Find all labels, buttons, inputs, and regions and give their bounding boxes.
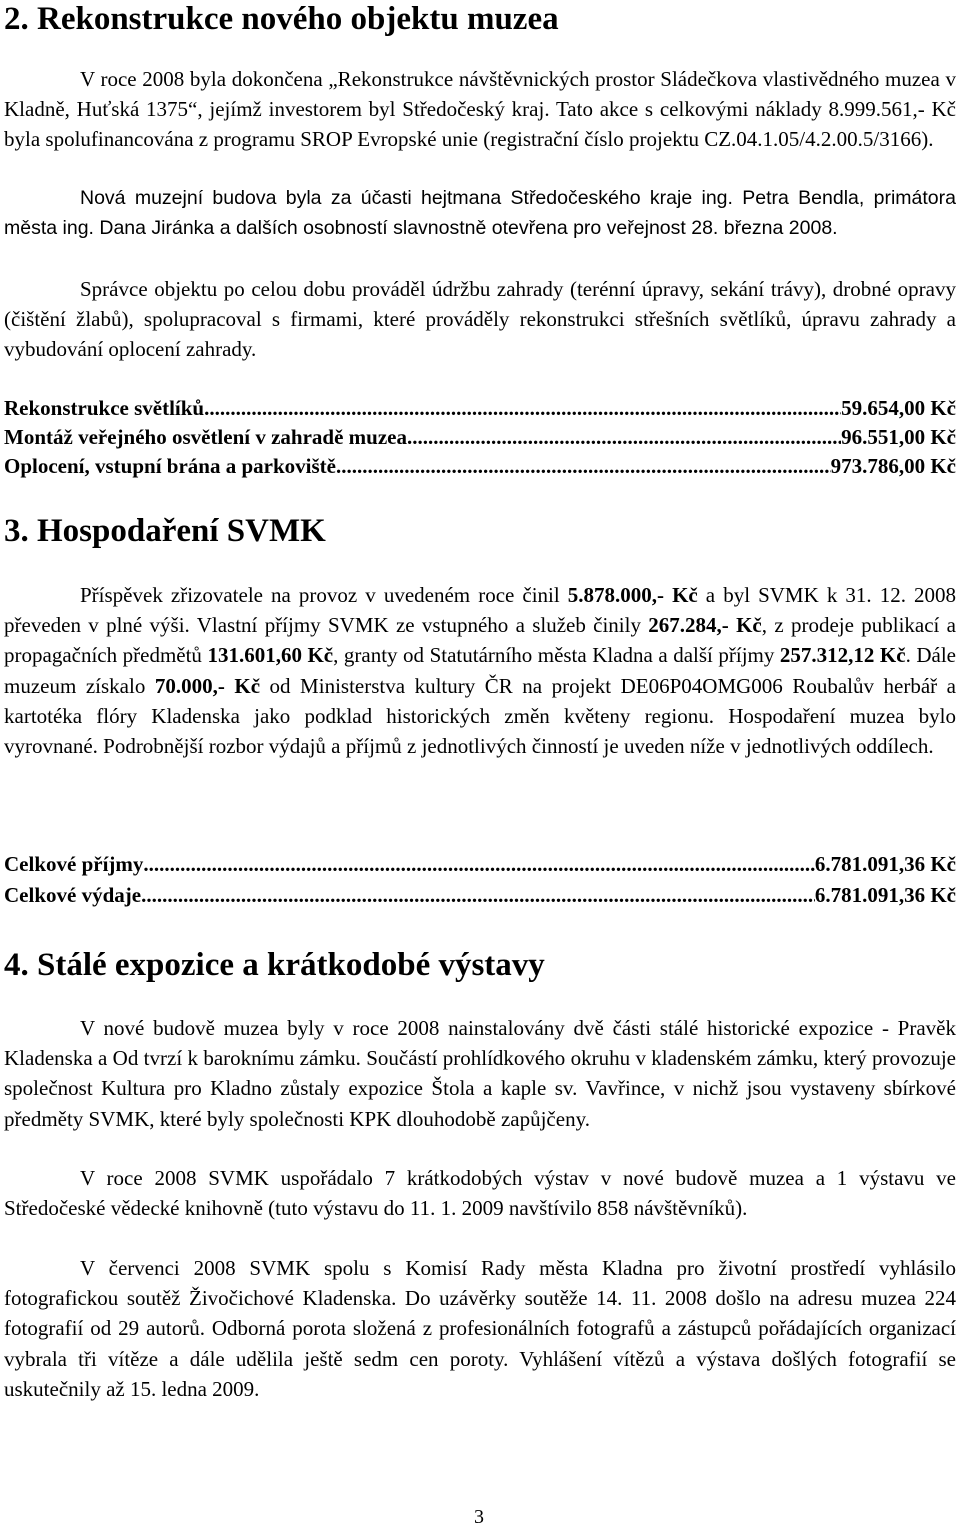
cost-amount: 96.551,00 Kč [841,425,956,449]
section-2-paragraph-3: Správce objektu po celou dobu prováděl údržbu zahrady (terénní úpravy, sekání trávy), drobné opravy (čištění žlabů), spolupracoval s firmami, které prováděly rekonstrukci střešních světlíků, úpravu zahrady a vybudování oplocení zahrady. [4,277,956,362]
text-run: . Dále muzeum získalo [4,643,957,698]
page-number: 3 [474,1506,484,1528]
section-2-paragraph-1: V roce 2008 byla dokončena „Rekonstrukce návštěvnických prostor Sládečkova vlastivědného muzea v Kladně, Huťská 1375“, jejímž investorem byl Středočeský kraj. Tato akce s celkovými náklady 8.999.561,- Kč byla spolufinancována z programu SROP Evropské unie (registrační číslo projektu CZ.04.1.05/4.2.00.5/3166). [4,67,956,152]
total-label: Celkové výdaje [4,883,142,907]
total-row [4,852,956,880]
section-4-paragraph-3: V červenci 2008 SVMK spolu s Komisí Rady města Kladna pro životní prostředí vyhlásilo fotografickou soutěž Živočichové Kladenska. Do uzávěrky soutěže 14. 11. 2008 došlo na adresu muzea 224 fotografií od 29 autorů. Odborná porota složená z profesionálních fotografů a zástupců pořádajících organizací vybrala tři vítěze a dále udělila ještě sedm cen poroty. Vyhlášení vítězů a výstava došlých fotografií se uskutečnily až 15. ledna 2009. [4,1256,956,1401]
cost-row [4,396,956,424]
section-2-paragraph-2: Nová muzejní budova byla za účasti hejtmana Středočeského kraje ing. Petra Bendla, primátora města ing. Dana Jiránka a dalších osobností slavnostně otevřena pro veřejnost 28. března 2008. [4,187,956,240]
total-label: Celkové příjmy [4,852,144,876]
cost-row [4,454,956,482]
amount-publications: 131.601,60 Kč [207,643,334,668]
text-run: a byl SVMK k 31. 12. 2008 převeden v plné výši. Vlastní příjmy SVMK ze vstupného a služeb činily [4,583,956,638]
total-amount: 6.781.091,36 Kč [814,883,956,907]
amount-admission: 267.284,- Kč [648,613,762,638]
amount-grants: 257.312,12 Kč [779,643,906,668]
total-row [4,883,956,911]
cost-label: Montáž veřejného osvětlení v zahradě muzea [4,425,407,449]
section-4-heading: 4. Stálé expozice a krátkodobé výstavy [4,947,545,983]
leader-dots [143,852,814,877]
cost-amount: 973.786,00 Kč [830,454,956,478]
section-4-paragraph-1: V nové budově muzea byly v roce 2008 nainstalovány dvě části stálé historické expozice - Pravěk Kladenska a Od tvrzí k baroknímu zámku. Součástí prohlídkového okruhu v kladenském zámku, který provozuje společnost Kultura pro Kladno zůstaly expozice Štola a kaple sv. Vavřince, v nichž jsou vystaveny sbírkové předměty SVMK, které byly společnosti KPK dlouhodobě zapůjčeny. [4,1016,956,1131]
cost-row [4,425,956,453]
cost-label: Oplocení, vstupní brána a parkoviště [4,454,336,478]
leader-dots [407,425,841,450]
section-4-paragraph-2: V roce 2008 SVMK uspořádalo 7 krátkodobých výstav v nové budově muzea a 1 výstavu ve Středočeské vědecké knihovně (tuto výstavu do 11. 1. 2009 navštívilo 858 návštěvníků). [4,1166,956,1221]
section-3-heading-text: 3. Hospodaření SVMK [4,513,326,549]
amount-ministry: 70.000,- Kč [154,673,261,698]
section-3-heading [4,512,326,550]
section-3-paragraph-1 [4,580,956,761]
text-run: od Ministerstva kultury ČR na projekt DE06P04OMG006 Roubalův herbář a kartotéka flóry Kladenska jako podklad historických změn květeny regionu. Hospodaření muzea bylo vyrovnané. Podrobnější rozbor výdajů a příjmů z jednotlivých činností je uveden níže v jednotlivých oddílech. [4,673,956,759]
text-run: , granty od Statutárního města Kladna a další příjmy [333,643,780,668]
leader-dots [204,396,841,421]
cost-label: Rekonstrukce světlíků [4,396,205,420]
text-run: Příspěvek zřizovatele na provoz v uvedeném roce činil [80,583,568,607]
leader-dots [141,883,815,908]
leader-dots [336,454,831,479]
total-amount: 6.781.091,36 Kč [814,852,956,876]
section-2-heading: 2. Rekonstrukce nového objektu muzea [4,1,559,37]
text-run: , z prodeje publikací a propagačních předmětů [4,613,957,668]
amount-contribution: 5.878.000,- Kč [567,583,698,607]
cost-amount: 59.654,00 Kč [841,396,956,420]
